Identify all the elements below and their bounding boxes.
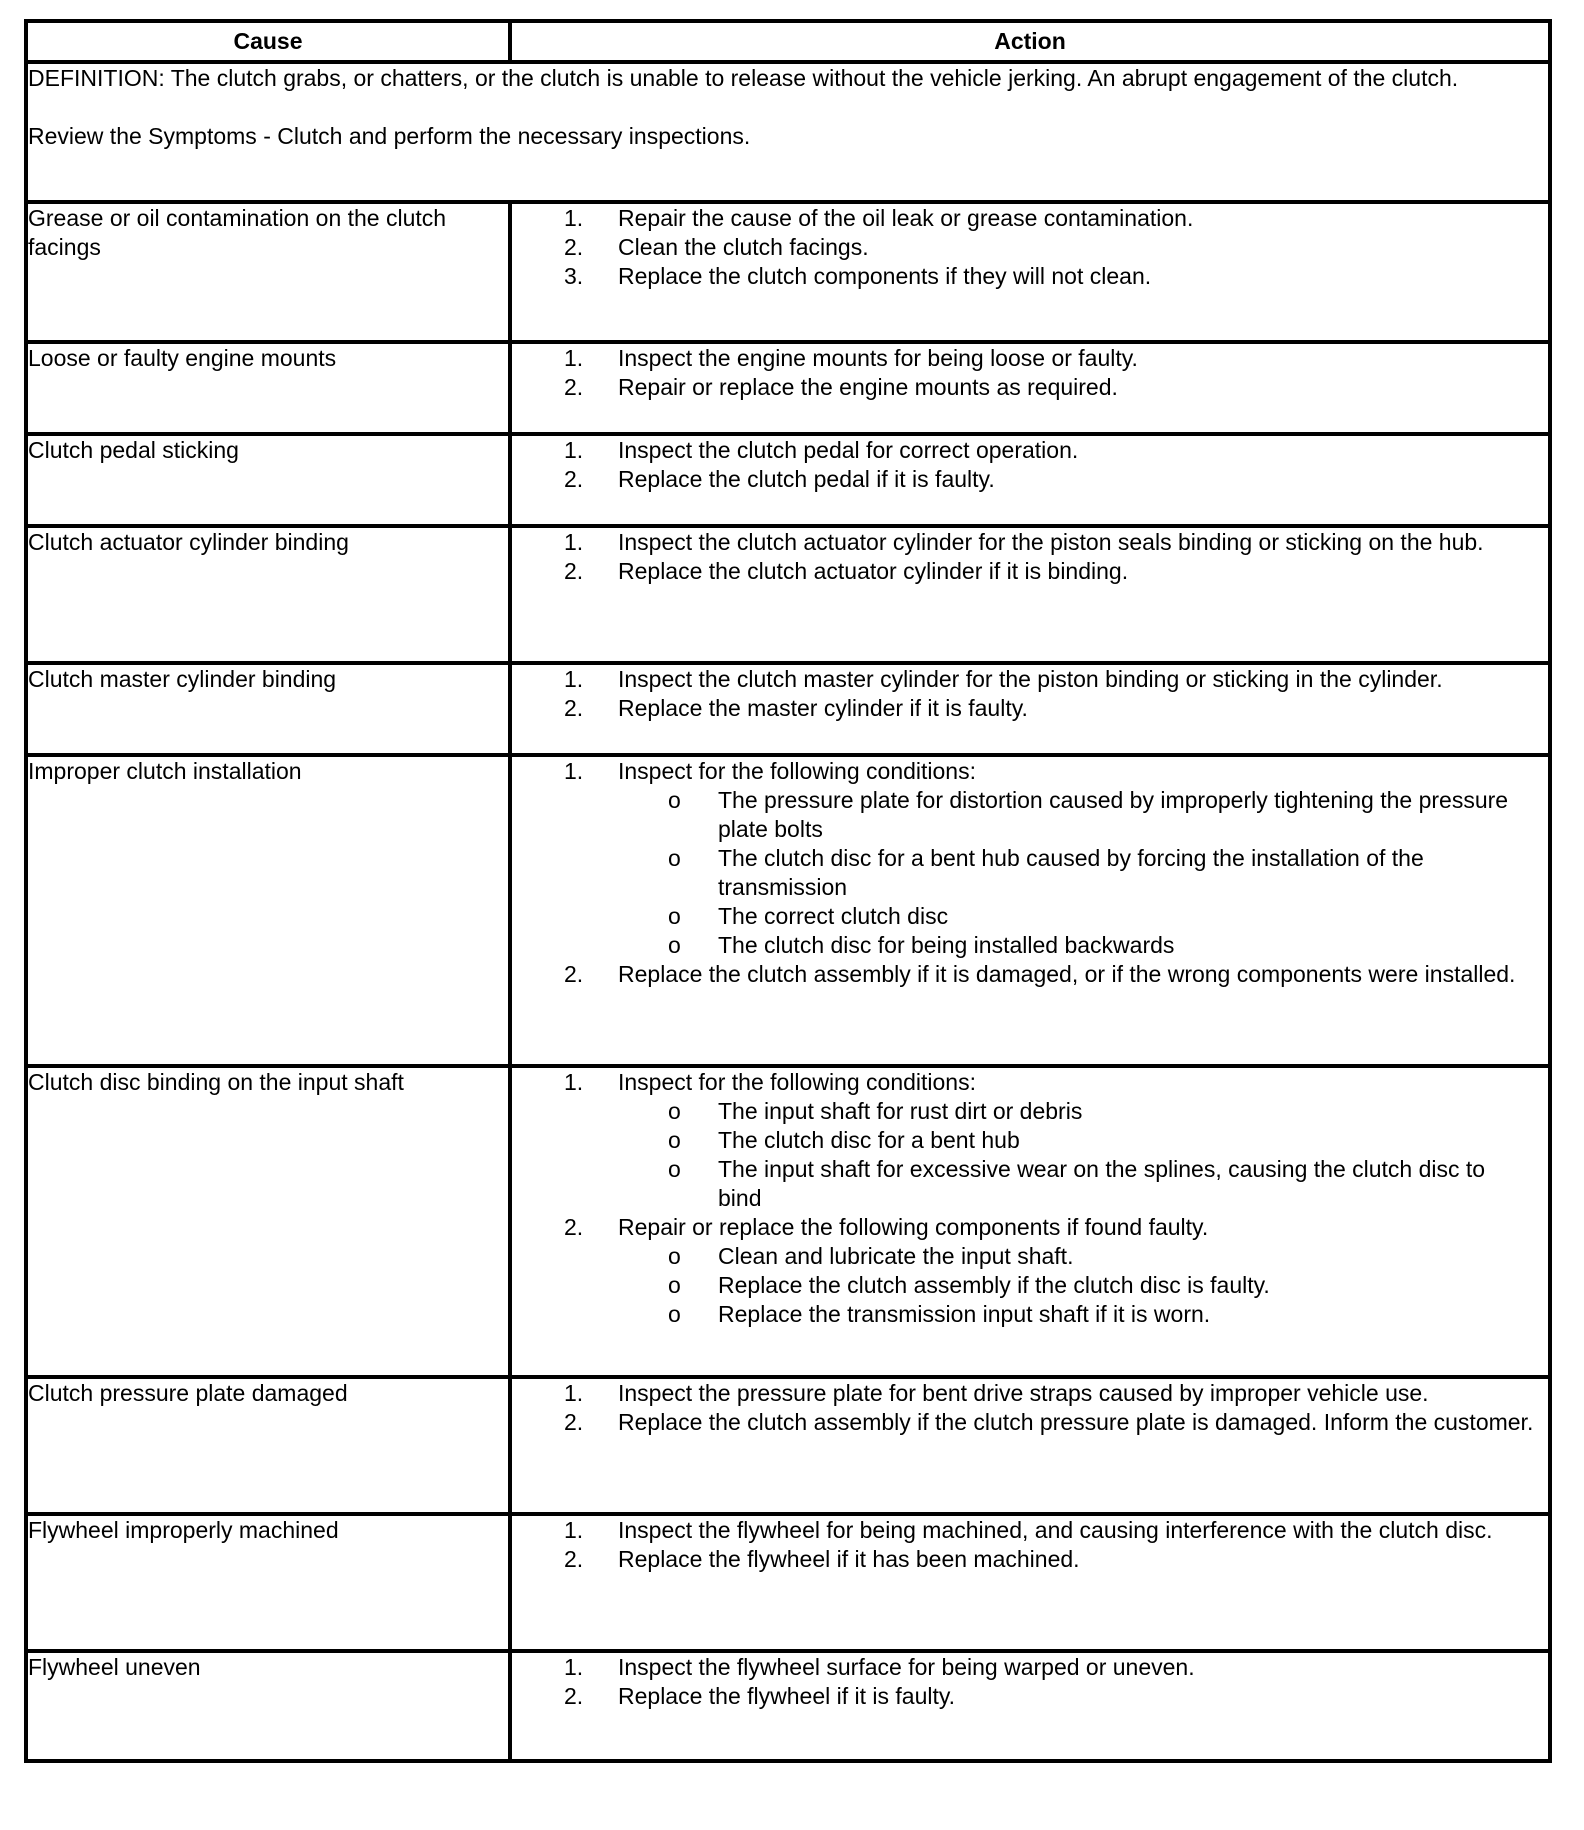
step-text: Replace the master cylinder if it is faulty.	[618, 695, 1028, 721]
action-list	[512, 1068, 1548, 1329]
cause-cell: Flywheel improperly machined	[26, 1514, 510, 1651]
cause-cell: Clutch pressure plate damaged	[26, 1377, 510, 1514]
action-step	[512, 1408, 1548, 1437]
definition-cell	[26, 62, 1550, 202]
step-number: 2.	[564, 234, 584, 260]
step-number: 1.	[564, 1517, 584, 1543]
bullet-icon: o	[668, 787, 681, 813]
step-text: Inspect the clutch master cylinder for the piston binding or sticking in the cylinder.	[618, 666, 1443, 692]
action-step	[512, 665, 1548, 694]
sub-item	[618, 931, 1534, 960]
step-number: 1.	[564, 758, 584, 784]
definition-row	[26, 62, 1550, 202]
action-cell	[510, 755, 1550, 1066]
bullet-icon: o	[668, 1272, 681, 1298]
bullet-icon: o	[668, 1156, 681, 1182]
action-step	[512, 1653, 1548, 1682]
step-text: Replace the flywheel if it is faulty.	[618, 1683, 956, 1709]
step-text: Inspect the pressure plate for bent drive straps caused by improper vehicle use.	[618, 1380, 1429, 1406]
bullet-icon: o	[668, 932, 681, 958]
action-list	[512, 204, 1548, 291]
cause-column-header: Cause	[26, 21, 510, 62]
step-text: Replace the clutch actuator cylinder if it is binding.	[618, 558, 1129, 584]
step-text: Inspect the clutch actuator cylinder for the piston seals binding or sticking on the hub.	[618, 529, 1484, 555]
action-cell	[510, 434, 1550, 526]
bullet-icon: o	[668, 1301, 681, 1327]
action-list	[512, 757, 1548, 989]
cause-cell: Improper clutch installation	[26, 755, 510, 1066]
step-number: 1.	[564, 1654, 584, 1680]
action-cell	[510, 1377, 1550, 1514]
sub-item-text: The clutch disc for a bent hub	[718, 1127, 1020, 1153]
table-row	[26, 755, 1550, 1066]
cause-cell: Clutch pedal sticking	[26, 434, 510, 526]
action-cell	[510, 1066, 1550, 1377]
action-cell	[510, 1514, 1550, 1651]
action-cell	[510, 1651, 1550, 1761]
sub-item-text: Replace the transmission input shaft if it is worn.	[718, 1301, 1211, 1327]
step-number: 2.	[564, 558, 584, 584]
action-step	[512, 1213, 1548, 1329]
sub-item	[618, 786, 1534, 844]
table-row	[26, 1514, 1550, 1651]
action-step	[512, 1545, 1548, 1574]
action-step	[512, 262, 1548, 291]
step-number: 3.	[564, 263, 584, 289]
action-cell	[510, 663, 1550, 755]
action-list	[512, 665, 1548, 723]
sub-item-text: The clutch disc for being installed backwards	[718, 932, 1175, 958]
step-text: Replace the flywheel if it has been machined.	[618, 1546, 1080, 1572]
action-step	[512, 204, 1548, 233]
step-text: Replace the clutch assembly if the clutch pressure plate is damaged. Inform the customer.	[618, 1409, 1534, 1435]
step-number: 2.	[564, 1683, 584, 1709]
action-step	[512, 1068, 1548, 1213]
table-row	[26, 1651, 1550, 1761]
bullet-icon: o	[668, 1098, 681, 1124]
step-text: Replace the clutch pedal if it is faulty.	[618, 466, 995, 492]
sub-item-text: The clutch disc for a bent hub caused by forcing the installation of the transmission	[718, 845, 1424, 900]
bullet-icon: o	[668, 845, 681, 871]
sub-list	[618, 786, 1534, 960]
sub-item	[618, 1271, 1534, 1300]
action-step	[512, 528, 1548, 557]
sub-item-text: The input shaft for excessive wear on the splines, causing the clutch disc to bind	[718, 1156, 1486, 1211]
cause-cell: Clutch master cylinder binding	[26, 663, 510, 755]
table-row	[26, 1066, 1550, 1377]
action-cell	[510, 342, 1550, 434]
step-number: 1.	[564, 345, 584, 371]
step-text: Repair or replace the following components if found faulty.	[618, 1214, 1209, 1240]
action-step	[512, 465, 1548, 494]
definition-text: DEFINITION: The clutch grabs, or chatters, or the clutch is unable to release without the vehicle jerking. An abrupt engagement of the clutch.	[28, 65, 1459, 91]
step-text: Inspect the clutch pedal for correct operation.	[618, 437, 1079, 463]
step-number: 1.	[564, 1380, 584, 1406]
step-text: Repair or replace the engine mounts as required.	[618, 374, 1118, 400]
action-list	[512, 1379, 1548, 1437]
step-number: 2.	[564, 695, 584, 721]
step-text: Repair the cause of the oil leak or grease contamination.	[618, 205, 1194, 231]
cause-cell: Loose or faulty engine mounts	[26, 342, 510, 434]
sub-item-text: Replace the clutch assembly if the clutch disc is faulty.	[718, 1272, 1270, 1298]
step-number: 1.	[564, 666, 584, 692]
sub-item-text: Clean and lubricate the input shaft.	[718, 1243, 1074, 1269]
step-text: Replace the clutch components if they will not clean.	[618, 263, 1152, 289]
step-text: Inspect the flywheel surface for being warped or uneven.	[618, 1654, 1195, 1680]
table-row	[26, 1377, 1550, 1514]
action-list	[512, 436, 1548, 494]
step-text: Replace the clutch assembly if it is damaged, or if the wrong components were installed.	[618, 961, 1516, 987]
step-text: Inspect for the following conditions:	[618, 1069, 976, 1095]
step-text: Inspect the flywheel for being machined, and causing interference with the clutch disc.	[618, 1517, 1493, 1543]
action-list	[512, 1653, 1548, 1711]
sub-item	[618, 1126, 1534, 1155]
action-cell	[510, 526, 1550, 663]
action-step	[512, 233, 1548, 262]
action-step	[512, 373, 1548, 402]
sub-list	[618, 1242, 1534, 1329]
action-list	[512, 528, 1548, 586]
action-list	[512, 344, 1548, 402]
table-row	[26, 342, 1550, 434]
cause-cell: Flywheel uneven	[26, 1651, 510, 1761]
action-list	[512, 1516, 1548, 1574]
table-row	[26, 434, 1550, 526]
table-row	[26, 202, 1550, 342]
sub-item	[618, 1155, 1534, 1213]
sub-item	[618, 844, 1534, 902]
action-step	[512, 436, 1548, 465]
action-step	[512, 1516, 1548, 1545]
action-step	[512, 694, 1548, 723]
bullet-icon: o	[668, 1127, 681, 1153]
step-text: Inspect the engine mounts for being loose or faulty.	[618, 345, 1138, 371]
step-number: 1.	[564, 205, 584, 231]
bullet-icon: o	[668, 903, 681, 929]
diagnostic-table	[24, 19, 1552, 1763]
action-step	[512, 1682, 1548, 1711]
step-number: 2.	[564, 961, 584, 987]
cause-cell: Clutch disc binding on the input shaft	[26, 1066, 510, 1377]
sub-item	[618, 1300, 1534, 1329]
step-number: 1.	[564, 437, 584, 463]
action-step	[512, 1379, 1548, 1408]
step-number: 2.	[564, 466, 584, 492]
header-row	[26, 21, 1550, 62]
step-number: 2.	[564, 1546, 584, 1572]
action-step	[512, 344, 1548, 373]
sub-item	[618, 1097, 1534, 1126]
sub-item	[618, 1242, 1534, 1271]
sub-list	[618, 1097, 1534, 1213]
review-text: Review the Symptoms - Clutch and perform the necessary inspections.	[28, 123, 751, 149]
sub-item	[618, 902, 1534, 931]
step-number: 2.	[564, 1214, 584, 1240]
step-text: Inspect for the following conditions:	[618, 758, 976, 784]
cause-cell: Clutch actuator cylinder binding	[26, 526, 510, 663]
sub-item-text: The input shaft for rust dirt or debris	[718, 1098, 1083, 1124]
step-number: 1.	[564, 1069, 584, 1095]
step-number: 1.	[564, 529, 584, 555]
table-row	[26, 526, 1550, 663]
step-number: 2.	[564, 1409, 584, 1435]
step-number: 2.	[564, 374, 584, 400]
step-text: Clean the clutch facings.	[618, 234, 869, 260]
cause-cell: Grease or oil contamination on the clutch facings	[26, 202, 510, 342]
table-row	[26, 663, 1550, 755]
sub-item-text: The correct clutch disc	[718, 903, 949, 929]
action-step	[512, 757, 1548, 960]
bullet-icon: o	[668, 1243, 681, 1269]
action-cell	[510, 202, 1550, 342]
action-step	[512, 960, 1548, 989]
action-step	[512, 557, 1548, 586]
sub-item-text: The pressure plate for distortion caused by improperly tightening the pressure plate bolts	[718, 787, 1509, 842]
action-column-header: Action	[510, 21, 1550, 62]
